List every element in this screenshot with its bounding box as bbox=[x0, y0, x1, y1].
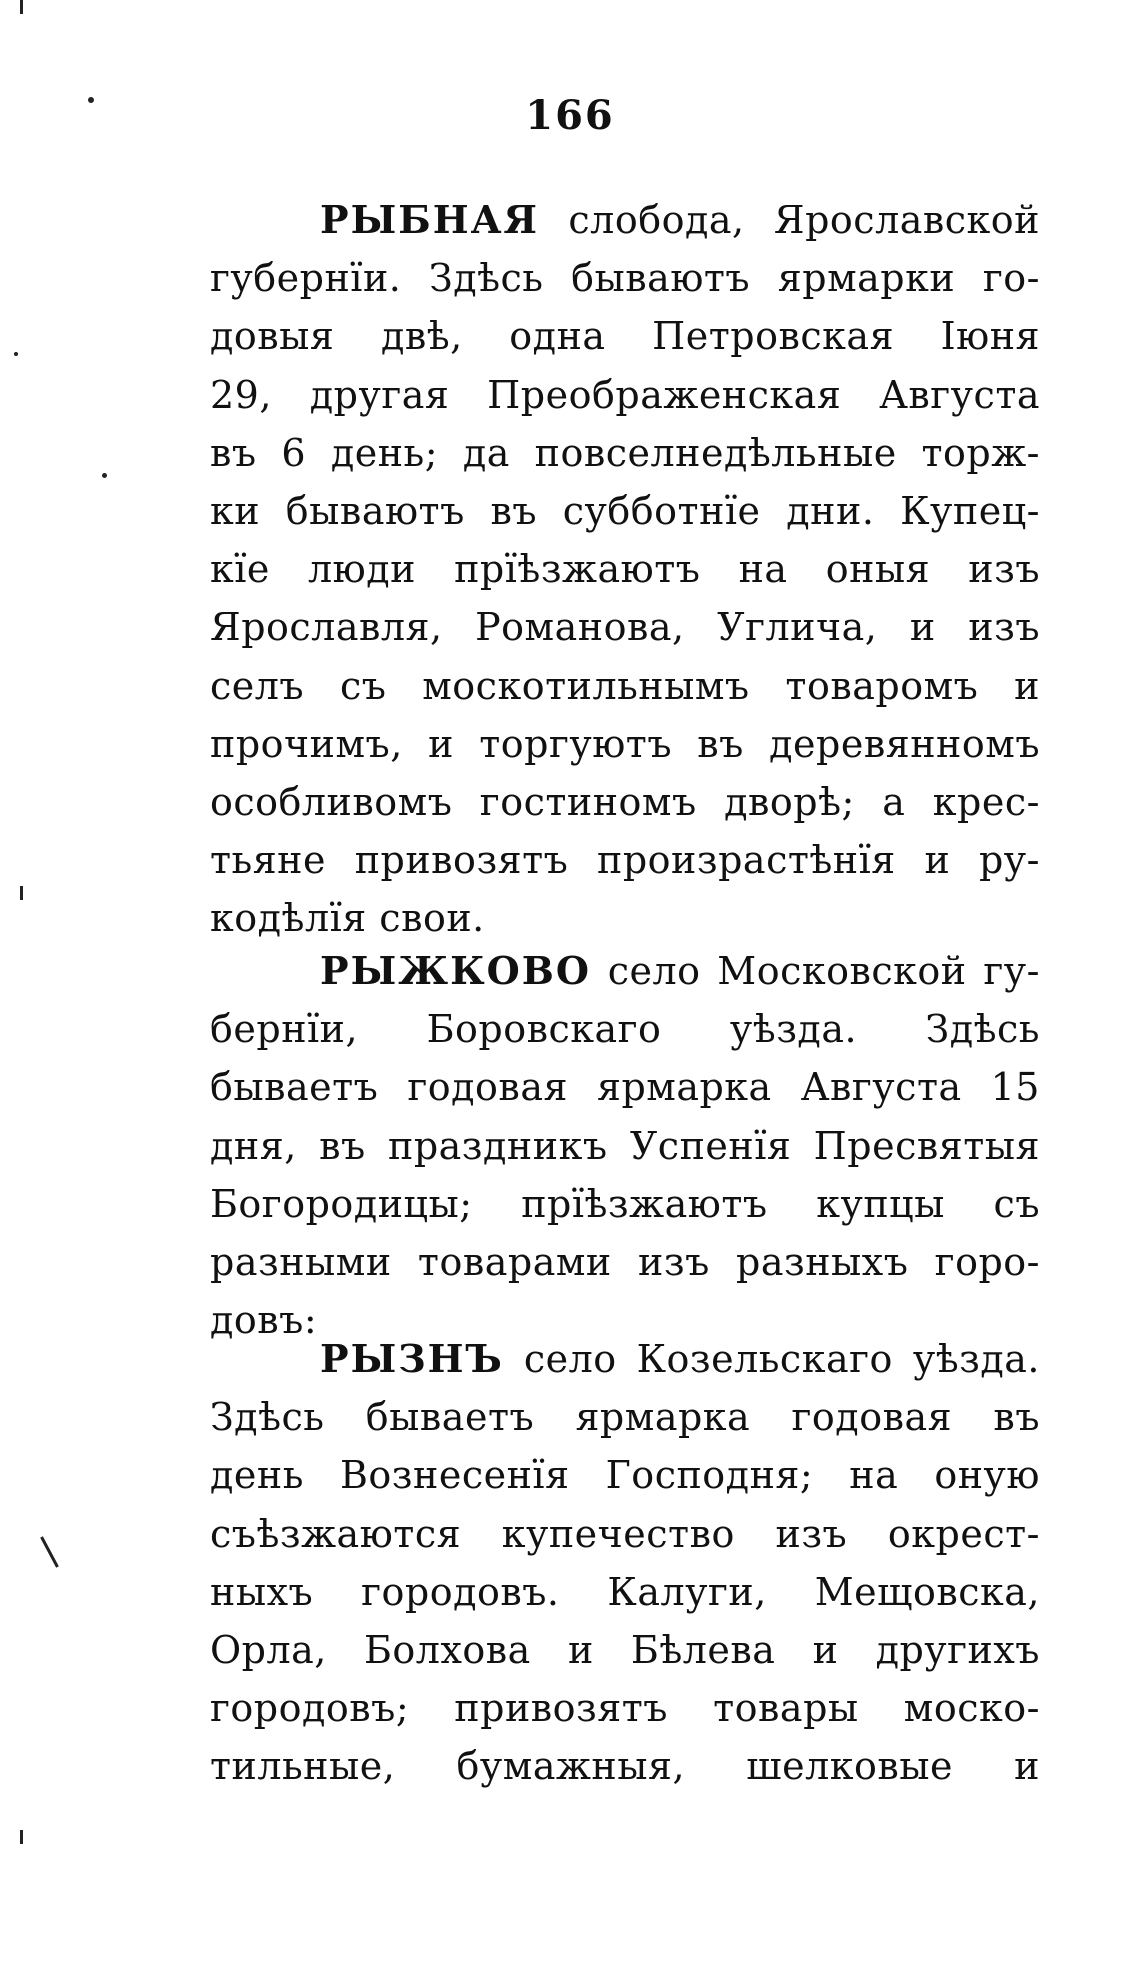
entry-ryzn bbox=[210, 1330, 1040, 1796]
text-line: Орла, Болхова и Бѣлева и другихъ bbox=[210, 1628, 1040, 1673]
text-line: тильные, бумажныя, шелковые и bbox=[210, 1744, 1040, 1789]
text-line: Здѣсь бываетъ ярмарка годовая въ bbox=[210, 1395, 1040, 1440]
entry-first-line: РЫЗНЪ село Козельскаго уѣзда. bbox=[320, 1336, 1040, 1381]
text-line: съѣзжаются купечество изъ окрест- bbox=[210, 1511, 1040, 1556]
text-line: бернїи, Боровскаго уѣзда. Здѣсь bbox=[210, 1007, 1040, 1052]
scan-dot bbox=[14, 352, 18, 356]
page-number: 166 bbox=[525, 92, 615, 139]
text-line: Ярославля, Романова, Углича, и изъ bbox=[210, 605, 1040, 650]
entry-rybnaya bbox=[210, 191, 1040, 948]
entry-headword: РЫЗНЪ bbox=[320, 1336, 504, 1381]
text-line: 29, другая Преображенская Августа bbox=[210, 372, 1040, 417]
text-line: довъ: bbox=[210, 1298, 318, 1343]
text-line: дня, въ праздникъ Успенїя Пресвятыя bbox=[210, 1123, 1040, 1168]
entry-headword: РЫЖКОВО bbox=[320, 948, 591, 993]
scan-edge-mark bbox=[20, 1830, 23, 1844]
text-line: ки бываютъ въ субботнїе дни. Купец- bbox=[210, 489, 1040, 534]
scan-slash-mark bbox=[40, 1536, 59, 1567]
text-line: городовъ; привозятъ товары моско- bbox=[210, 1686, 1040, 1731]
text-line: бываетъ годовая ярмарка Августа 15 bbox=[210, 1065, 1040, 1110]
entry-ryzhkovo bbox=[210, 942, 1040, 1349]
text-line: селъ съ москотильнымъ товаромъ и bbox=[210, 663, 1040, 708]
entry-first-line: РЫБНАЯ слобода, Ярославской bbox=[320, 197, 1040, 242]
entry-first-line: РЫЖКОВО село Московской гу- bbox=[320, 948, 1040, 993]
text-line: губернїи. Здѣсь бываютъ ярмарки го- bbox=[210, 256, 1040, 301]
scan-edge-mark bbox=[20, 0, 23, 14]
text-line: кїе люди прїѣзжаютъ на оныя изъ bbox=[210, 547, 1040, 592]
text-line: ныхъ городовъ. Калуги, Мещовска, bbox=[210, 1569, 1040, 1614]
text-line: тьяне привозятъ произрастѣнїя и ру- bbox=[210, 838, 1040, 883]
text-line: въ 6 день; да повселнедѣльные торж- bbox=[210, 430, 1040, 475]
text-line: день Вознесенїя Господня; на оную bbox=[210, 1453, 1040, 1498]
text-line: особливомъ гостиномъ дворѣ; а крес- bbox=[210, 780, 1040, 825]
entry-headword: РЫБНАЯ bbox=[320, 197, 540, 242]
text-line: прочимъ, и торгуютъ въ деревянномъ bbox=[210, 721, 1040, 766]
text-line: довыя двѣ, одна Петровская Іюня bbox=[210, 314, 1040, 359]
scan-dot bbox=[102, 473, 107, 478]
scan-edge-mark bbox=[20, 886, 23, 900]
text-line: Богородицы; прїѣзжаютъ купцы съ bbox=[210, 1181, 1040, 1226]
text-line: разными товарами изъ разныхъ горо- bbox=[210, 1240, 1040, 1285]
text-line: кодѣлїя свои. bbox=[210, 896, 485, 941]
